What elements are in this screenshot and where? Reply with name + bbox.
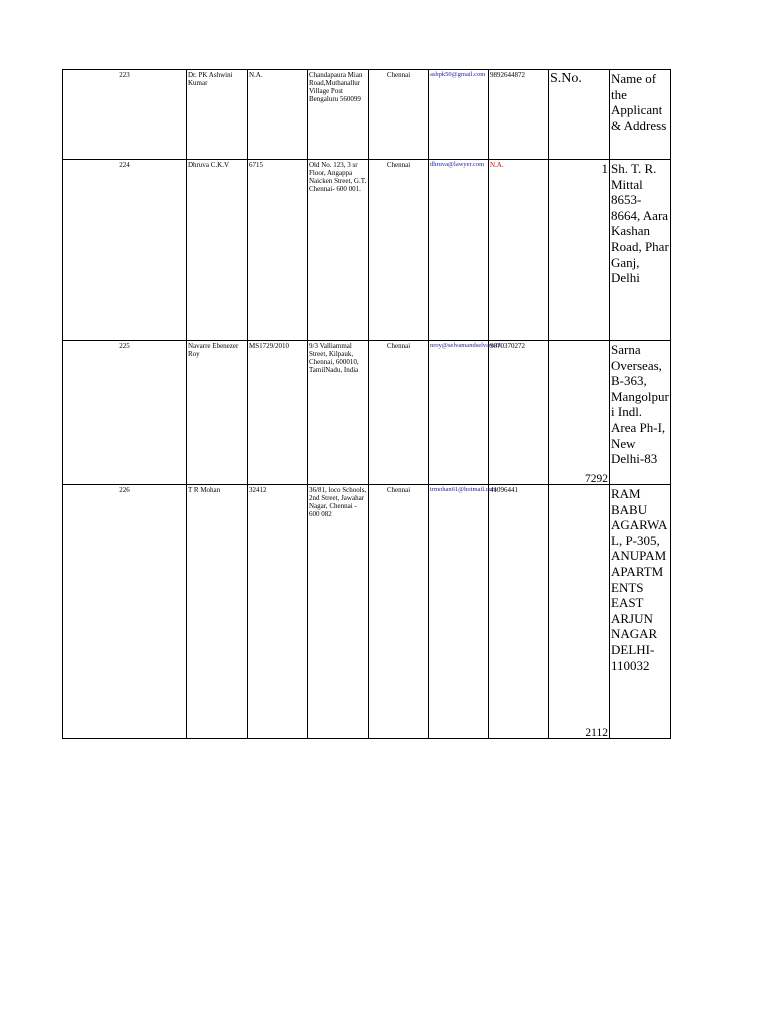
serial-number: 7292 — [585, 473, 608, 485]
applicant-address: Sh. T. R. Mittal 8653-8664, Aara Kashan Road, Phar Ganj, Delhi — [610, 160, 671, 341]
row-number: 224 — [63, 160, 187, 341]
city: Chennai — [369, 70, 429, 160]
phone-na: N.A. — [490, 161, 504, 169]
sno-header: S.No. — [549, 70, 610, 160]
table-row — [63, 70, 671, 160]
email-link[interactable]: dhruva@lawyer.com — [429, 160, 489, 341]
city: Chennai — [369, 160, 429, 341]
phone-number: 9870370272 — [489, 341, 549, 485]
email-link[interactable]: nroy@selvamandselvam.in — [429, 341, 489, 485]
row-number: 225 — [63, 341, 187, 485]
city: Chennai — [369, 485, 429, 739]
address: 9/3 Valliammal Street, Kilpauk, Chennai, 600010, TamilNadu, India — [308, 341, 369, 485]
phone-number — [489, 160, 549, 341]
registration-number: 32412 — [248, 485, 308, 739]
phone-number: 9892644872 — [489, 70, 549, 160]
applicant-header: Name of the Applicant & Address — [610, 70, 671, 160]
serial-number-cell — [549, 485, 610, 739]
records-table — [62, 69, 671, 739]
person-name: Dr. PK Ashwini Kumar — [187, 70, 248, 160]
row-number: 223 — [63, 70, 187, 160]
email-link[interactable]: trmohan61@hotmail.com — [429, 485, 489, 739]
address: Old No. 123, 3 sr Floor, Angappa Naicken Street, G.T. Chennai- 600 001. — [308, 160, 369, 341]
serial-number: 1 — [549, 160, 610, 341]
row-number: 226 — [63, 485, 187, 739]
person-name: Dhruva C.K.V — [187, 160, 248, 341]
serial-number-cell — [549, 341, 610, 485]
registration-number: 6715 — [248, 160, 308, 341]
email-link[interactable]: ashpk50@gmail.com — [429, 70, 489, 160]
table-row — [63, 485, 671, 739]
serial-number: 2112 — [585, 727, 608, 739]
registration-number: MS1729/2010 — [248, 341, 308, 485]
address: Chandapaura Mian Road,Muthanallur Village Post Bengaluru 560099 — [308, 70, 369, 160]
person-name: T R Mohan — [187, 485, 248, 739]
phone-number: 41096441 — [489, 485, 549, 739]
applicant-address: Sarna Overseas, B-363, Mangolpuri Indl. Area Ph-I, New Delhi-83 — [610, 341, 671, 485]
person-name: Navarre Ebenezer Roy — [187, 341, 248, 485]
city: Chennai — [369, 341, 429, 485]
applicant-address: RAM BABU AGARWAL, P-305, ANUPAM APARTMENTS EAST ARJUN NAGAR DELHI-110032 — [610, 485, 671, 739]
table-row — [63, 341, 671, 485]
table-row — [63, 160, 671, 341]
address: 36/81, loco Schools, 2nd Street, Jawahar Nagar, Chennai - 600 082 — [308, 485, 369, 739]
registration-number: N.A. — [248, 70, 308, 160]
